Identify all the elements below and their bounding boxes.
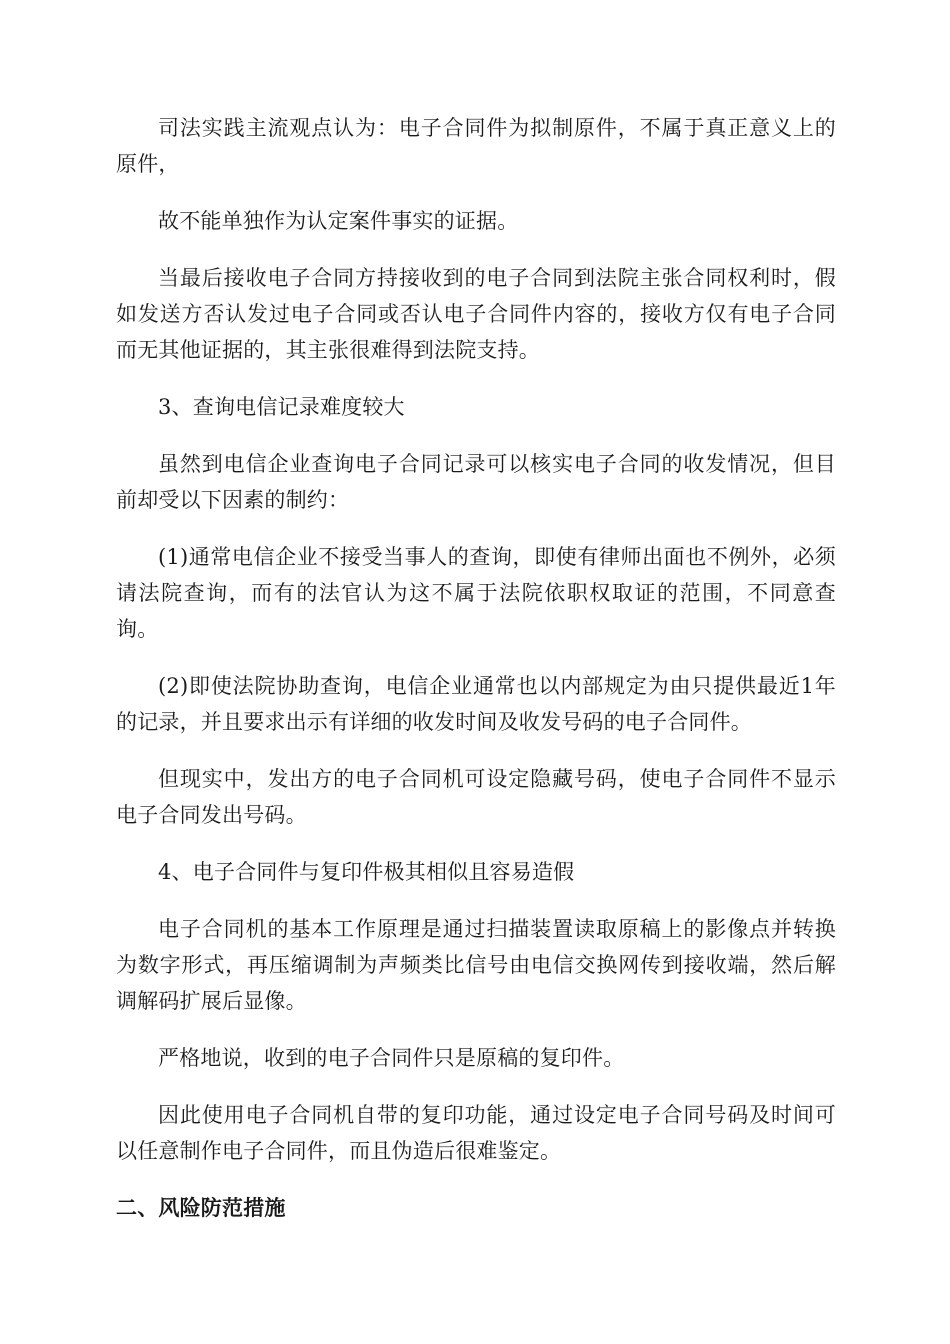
paragraph-forgery: 因此使用电子合同机自带的复印功能，通过设定电子合同号码及时间可以任意制作电子合同件，而且伪造后很难鉴定。 xyxy=(116,1103,836,1163)
paragraph-court-support: 当最后接收电子合同方持接收到的电子合同到法院主张合同权利时，假如发送方否认发过电子合同或否认电子合同件内容的，接收方仅有电子合同而无其他证据的，其主张很难得到法院支持。 xyxy=(116,266,836,362)
list-item-1: (1)通常电信企业不接受当事人的查询，即使有律师出面也不例外，必须请法院查询，而有的法官认为这不属于法院依职权取证的范围，不同意查询。 xyxy=(116,545,836,641)
section-heading-risk-prevention: 二、风险防范措施 xyxy=(116,1195,286,1220)
paragraph-strictly-copy: 严格地说，收到的电子合同件只是原稿的复印件。 xyxy=(158,1046,625,1070)
document-body xyxy=(116,110,836,1247)
subheading-telecom-records: 3、查询电信记录难度较大 xyxy=(158,395,405,419)
paragraph-judicial-view: 司法实践主流观点认为：电子合同件为拟制原件，不属于真正意义上的原件， xyxy=(116,116,836,176)
list-item-2: (2)即使法院协助查询，电信企业通常也以内部规定为由只提供最近1年的记录，并且要求出示有详细的收发时间及收发号码的电子合同件。 xyxy=(116,674,836,734)
paragraph-working-principle: 电子合同机的基本工作原理是通过扫描装置读取原稿上的影像点并转换为数字形式，再压缩调制为声频类比信号由电信交换网传到接收端，然后解调解码扩展后显像。 xyxy=(116,917,836,1013)
paragraph-hidden-number: 但现实中，发出方的电子合同机可设定隐藏号码，使电子合同件不显示电子合同发出号码。 xyxy=(116,767,836,827)
paragraph-telecom-constraints: 虽然到电信企业查询电子合同记录可以核实电子合同的收发情况，但目前却受以下因素的制约： xyxy=(116,452,836,512)
subheading-copy-similarity: 4、电子合同件与复印件极其相似且容易造假 xyxy=(158,860,575,884)
paragraph-not-sole-evidence: 故不能单独作为认定案件事实的证据。 xyxy=(158,209,519,233)
